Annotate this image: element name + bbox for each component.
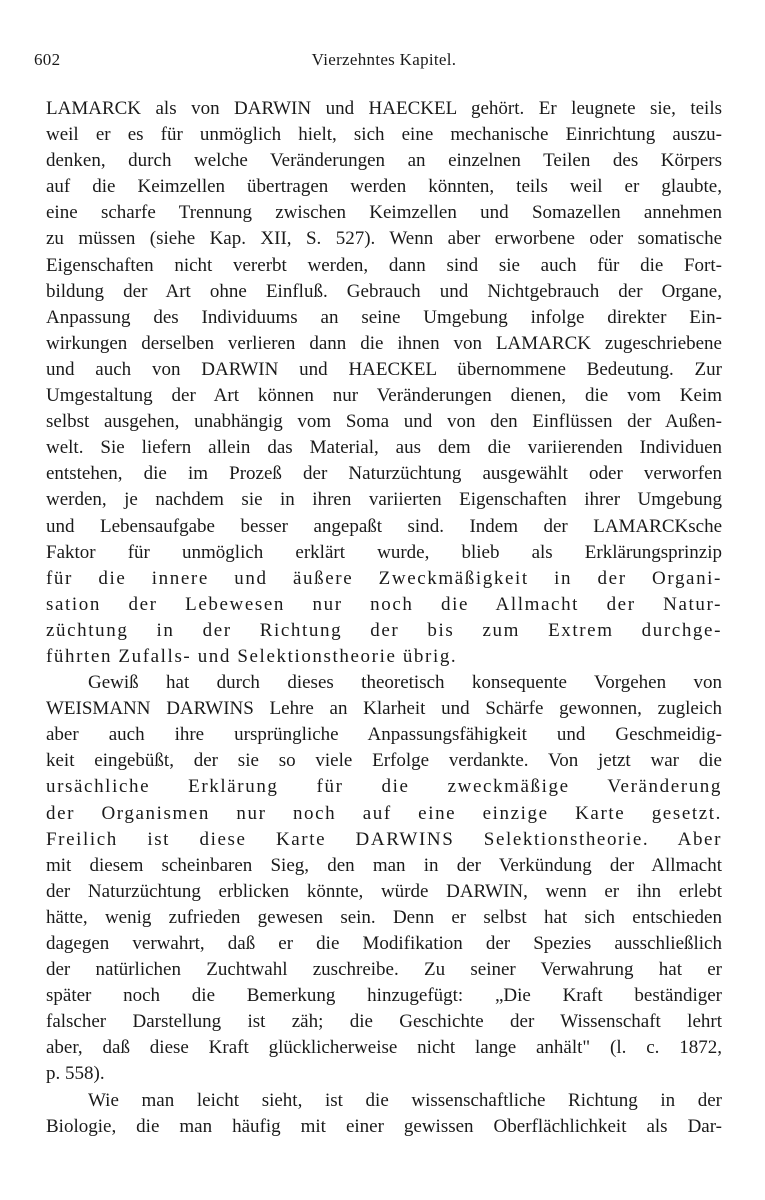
text-line: ursächliche Erklärung für die zweckmäßige Veränderung	[46, 776, 722, 798]
text-line: werden, je nachdem sie in ihren variierten Eigenschaften ihrer Umgebung	[46, 489, 722, 511]
text-line: zu müssen (siehe Kap. XII, S. 527). Wenn aber erworbene oder somatische	[46, 228, 722, 250]
text-line: aber, daß diese Kraft glücklicherweise nicht lange anhält" (l. c. 1872,	[46, 1037, 722, 1059]
text-line: welt. Sie liefern allein das Material, aus dem die variierenden Individuen	[46, 437, 722, 459]
text-line: Faktor für unmöglich erklärt wurde, blieb als Erklärungsprinzip	[46, 541, 722, 563]
text-line: WEISMANN DARWINS Lehre an Klarheit und Schärfe gewonnen, zugleich	[46, 698, 722, 720]
running-head	[34, 50, 734, 74]
text-line: denken, durch welche Veränderungen an einzelnen Teilen des Körpers	[46, 150, 722, 172]
text-line: sation der Lebewesen nur noch die Allmacht der Natur-	[46, 593, 722, 615]
chapter-title: Vierzehntes Kapitel.	[311, 50, 457, 69]
text-line: keit eingebüßt, der sie so viele Erfolge verdankte. Von jetzt war die	[46, 750, 722, 772]
text-line: wirkungen derselben verlieren dann die ihnen von LAMARCK zugeschriebene	[46, 332, 722, 354]
text-line: und Lebensaufgabe besser angepaßt sind. Indem der LAMARCKsche	[46, 515, 722, 537]
text-line: später noch die Bemerkung hinzugefügt: „Die Kraft beständiger	[46, 985, 722, 1007]
text-line: für die innere und äußere Zweckmäßigkeit in der Organi-	[46, 567, 722, 589]
text-line: der Naturzüchtung erblicken könnte, würde DARWIN, wenn er ihn erlebt	[46, 880, 722, 902]
text-line: Anpassung des Individuums an seine Umgebung infolge direkter Ein-	[46, 306, 722, 328]
text-line: der natürlichen Zuchtwahl zuschreibe. Zu seiner Verwahrung hat er	[46, 959, 722, 981]
text-line: Gewiß hat durch dieses theoretisch konsequente Vorgehen von	[88, 672, 722, 694]
text-line: mit diesem scheinbaren Sieg, den man in der Verkündung der Allmacht	[46, 854, 722, 876]
text-line: bildung der Art ohne Einfluß. Gebrauch und Nichtgebrauch der Organe,	[46, 280, 722, 302]
text-line: entstehen, die im Prozeß der Naturzüchtung ausgewählt oder verworfen	[46, 463, 722, 485]
text-line: und auch von DARWIN und HAECKEL übernommene Bedeutung. Zur	[46, 358, 722, 380]
text-line: der Organismen nur noch auf eine einzige Karte gesetzt.	[46, 802, 722, 824]
text-line: züchtung in der Richtung der bis zum Extrem durchge-	[46, 619, 722, 641]
text-line: selbst ausgehen, unabhängig vom Soma und von den Einflüssen der Außen-	[46, 411, 722, 433]
body-text	[46, 96, 722, 1140]
text-line: Freilich ist diese Karte DARWINS Selektionstheorie. Aber	[46, 828, 722, 850]
page-number: 602	[34, 50, 61, 69]
text-line: Eigenschaften nicht vererbt werden, dann sind sie auch für die Fort-	[46, 254, 722, 276]
text-line: hätte, wenig zufrieden gewesen sein. Denn er selbst hat sich entschieden	[46, 906, 722, 928]
text-line: dagegen verwahrt, daß er die Modifikation der Spezies ausschließlich	[46, 933, 722, 954]
text-line: Wie man leicht sieht, ist die wissenschaftliche Richtung in der	[88, 1089, 722, 1111]
text-line: eine scharfe Trennung zwischen Keimzellen und Somazellen annehmen	[46, 202, 722, 224]
text-line: führten Zufalls- und Selektionstheorie übrig.	[46, 645, 458, 667]
text-line: LAMARCK als von DARWIN und HAECKEL gehört. Er leugnete sie, teils	[46, 98, 722, 119]
text-line: Biologie, die man häufig mit einer gewissen Oberflächlichkeit als Dar-	[46, 1115, 722, 1137]
text-line: aber auch ihre ursprüngliche Anpassungsfähigkeit und Geschmeidig-	[46, 724, 722, 746]
text-line: falscher Darstellung ist zäh; die Geschichte der Wissenschaft lehrt	[46, 1011, 722, 1033]
text-line: p. 558).	[46, 1063, 105, 1085]
text-line: auf die Keimzellen übertragen werden könnten, teils weil er glaubte,	[46, 176, 722, 198]
text-line: Umgestaltung der Art können nur Veränderungen dienen, die vom Keim	[46, 385, 722, 407]
text-line: weil er es für unmöglich hielt, sich eine mechanische Einrichtung auszu-	[46, 124, 722, 146]
